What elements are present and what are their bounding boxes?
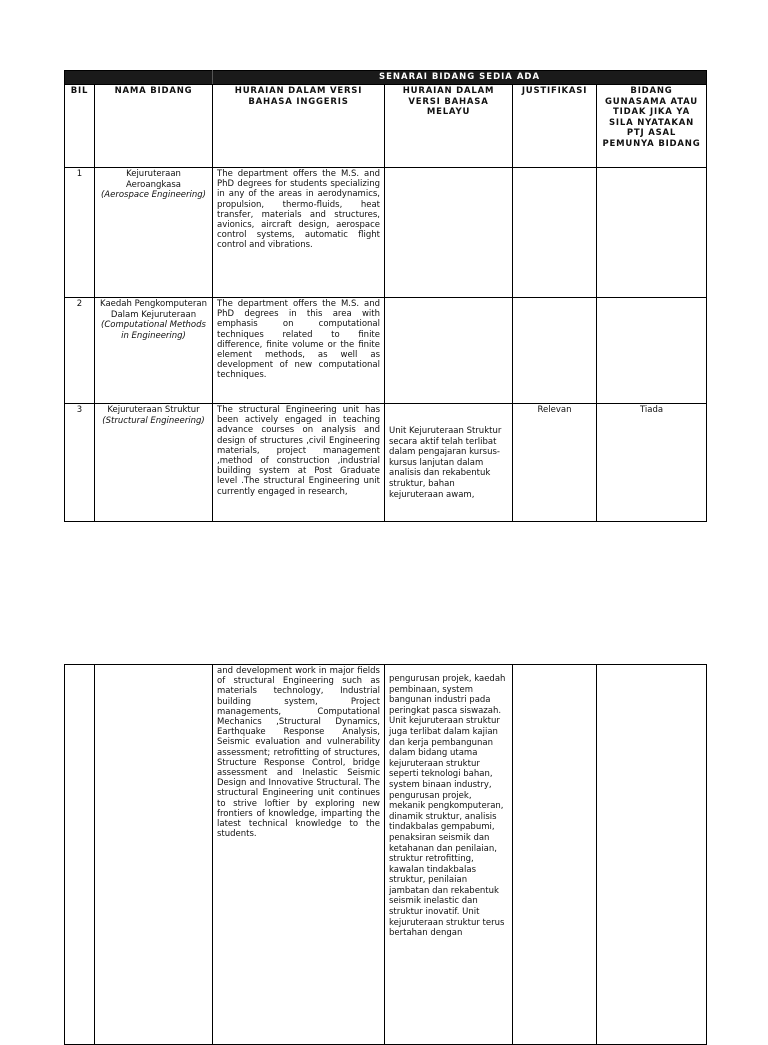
row-number xyxy=(65,665,95,1045)
header-bil: BIL xyxy=(65,85,95,168)
english-description: The department offers the M.S. and PhD degrees in this area with emphasis on computational techniques related to finite difference, finite volume or the finite element methods, as well as development of new computational techniques. xyxy=(213,298,385,404)
shared-field: Tiada xyxy=(597,404,707,522)
field-name-english: (Structural Engineering) xyxy=(102,415,205,426)
malay-description xyxy=(385,168,513,298)
field-name xyxy=(95,168,213,298)
table-header-row xyxy=(65,85,707,168)
malay-description-continued: pengurusan projek, kaedah pembinaan, system bangunan industri pada peringkat pasca siswazah. Unit kejuruteraan struktur juga terlibat dalam kajian dan kerja pembangunan dalam bidang utama kejuruteraan struktur seperti teknologi bahan, system binaan industry, pengurusan projek, mekanik pengkomputeran, dinamik struktur, analisis tindakbalas gempabumi, penaksiran seismik dan ketahanan dan penilaian, struktur retrofitting, kawalan tindakbalas struktur, penilaian jambatan dan rekabentuk seismik inelastic dan struktur inovatif. Unit kejuruteraan struktur terus bertahan dengan xyxy=(385,665,513,1045)
header-justifikasi: JUSTIFIKASI xyxy=(513,85,597,168)
field-name-malay: Kaedah Pengkomputeran Dalam Kejuruteraan xyxy=(100,299,207,320)
header-nama-bidang: NAMA BIDANG xyxy=(95,85,213,168)
justification: Relevan xyxy=(513,404,597,522)
row-number: 1 xyxy=(65,168,95,298)
header-bidang-gunasama: BIDANG GUNASAMA ATAU TIDAK JIKA YA SILA NYATAKAN PTJ ASAL PEMUNYA BIDANG xyxy=(597,85,707,168)
malay-description: Unit Kejuruteraan Struktur secara aktif telah terlibat dalam pengajaran kursus-kursus lanjutan dalam analisis dan rekabentuk struktur, bahan kejuruteraan awam, xyxy=(385,404,513,522)
header-huraian-melayu: HURAIAN DALAM VERSI BAHASA MELAYU xyxy=(385,85,513,168)
justification xyxy=(513,665,597,1045)
shared-field xyxy=(597,168,707,298)
table-row xyxy=(65,404,707,522)
field-name xyxy=(95,665,213,1045)
field-name-malay: Kejuruteraan Aeroangkasa xyxy=(125,169,181,190)
justification xyxy=(513,298,597,404)
table-title-row xyxy=(65,71,707,85)
continuation-table xyxy=(64,664,707,1045)
shared-field xyxy=(597,298,707,404)
table-title: SENARAI BIDANG SEDIA ADA xyxy=(213,71,707,85)
title-blank-cell xyxy=(65,71,213,85)
table-row xyxy=(65,665,707,1045)
field-name xyxy=(95,298,213,404)
table-row xyxy=(65,298,707,404)
field-name-malay: Kejuruteraan Struktur xyxy=(107,405,200,415)
english-description-continued: and development work in major fields of structural Engineering such as materials technology, Industrial building system, Project managements, Computational Mechanics ,Structural Dynamics, Earthquake Response Analysis, Seismic evaluation and vulnerability assessment; retrofitting of structures, Structure Response Control, bridge assessment and Inelastic Seismic Design and Innovative Structural. The structural Engineering unit continues to strive loftier by exploring new frontiers of knowledge, imparting the latest technical knowledge to the students. xyxy=(213,665,385,1045)
shared-field xyxy=(597,665,707,1045)
english-description: The department offers the M.S. and PhD degrees for students specializing in any of the areas in aerodynamics, propulsion, thermo-fluids, heat transfer, materials and structures, avionics, aircraft design, aerospace control systems, automatic flight control and vibrations. xyxy=(213,168,385,298)
existing-fields-table xyxy=(64,70,707,522)
row-number: 2 xyxy=(65,298,95,404)
english-description: The structural Engineering unit has been actively engaged in teaching advance courses on analysis and design of structures ,civil Engineering materials, project management ,method of construction ,industrial building system at Post Graduate level .The structural Engineering unit currently engaged in research, xyxy=(213,404,385,522)
field-name xyxy=(95,404,213,522)
header-huraian-inggeris: HURAIAN DALAM VERSI BAHASA INGGERIS xyxy=(213,85,385,168)
field-name-english: (Computational Methods in Engineering) xyxy=(101,320,206,341)
malay-description xyxy=(385,298,513,404)
row-number: 3 xyxy=(65,404,95,522)
table-row xyxy=(65,168,707,298)
field-name-english: (Aerospace Engineering) xyxy=(100,190,206,200)
justification xyxy=(513,168,597,298)
